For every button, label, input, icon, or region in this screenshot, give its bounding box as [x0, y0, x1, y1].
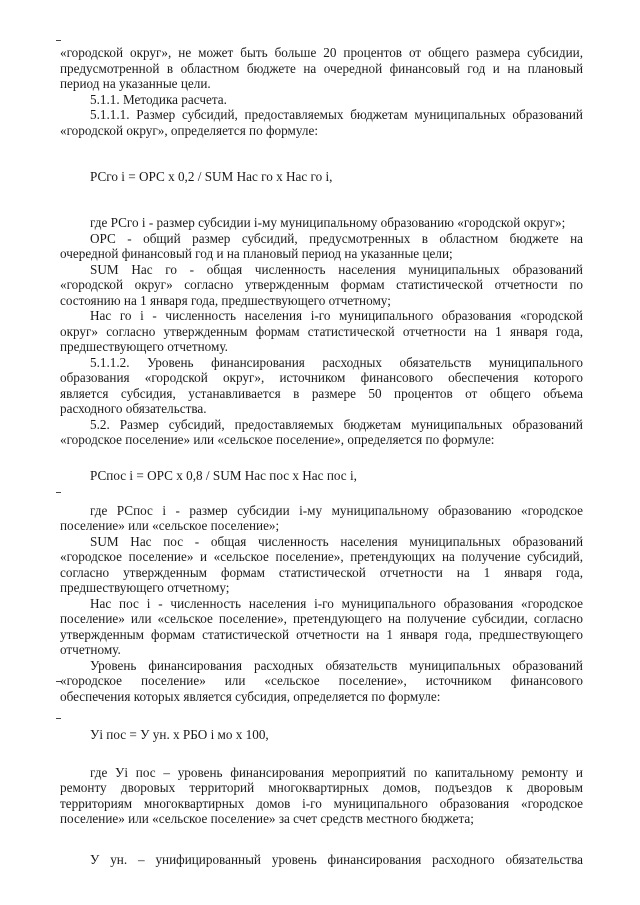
text-line: ремонту дворовых территорий многоквартирных домов, подъездов к дворовым	[60, 780, 583, 795]
text-line: где РСго i - размер субсидии i-му муниципальному образованию «городской округ»;	[90, 215, 566, 230]
text-line: «городское поселение» и «сельское поселение», претендующих на получение субсидий,	[60, 549, 583, 564]
text-line: «городской округ», определяется по формуле:	[60, 123, 318, 138]
text-line: очередной финансовый год и на плановый период на указанные цели;	[60, 246, 453, 261]
text-line: период на указанные цели.	[60, 76, 211, 91]
formula: РСго i = ОРС х 0,2 / SUM Нас го х Нас го i,	[90, 169, 333, 184]
text-line: SUM Нас пос - общая численность населения муниципальных образований	[90, 534, 583, 549]
scan-mark	[56, 40, 61, 41]
text-line: У ун. – унифицированный уровень финансирования расходного обязательства	[90, 852, 583, 867]
text-line: предшествующего отчетному.	[60, 339, 228, 354]
formula: РСпос i = ОРС х 0,8 / SUM Нас пос х Нас пос i,	[90, 468, 357, 483]
scan-mark	[56, 718, 61, 719]
formula: Уi пос = У ун. х РБО i мо х 100,	[90, 727, 269, 742]
text-line: Нас го i - численность населения i-го муниципального образования «городской	[90, 308, 583, 323]
text-line: обеспечения которых является субсидия, определяется по формуле:	[60, 689, 441, 704]
text-line: образования «городской округ», источником финансового обеспечения которого	[60, 370, 583, 385]
text-line: поселение» или «сельское поселение», претендующего на получение субсидии, согласно	[60, 611, 583, 626]
text-line: ОРС - общий размер субсидий, предусмотренных в областном бюджете на	[90, 231, 583, 246]
text-line: состоянию на 1 января года, предшествующего отчетному;	[60, 293, 391, 308]
text-line: «городской округ», не может быть больше 20 процентов от общего размера субсидии,	[60, 45, 583, 60]
text-line: согласно утвержденным формам статистической отчетности на 1 января года,	[60, 565, 583, 580]
text-line: 5.1.1.2. Уровень финансирования расходных обязательств муниципального	[90, 355, 583, 370]
text-line: 5.1.1.1. Размер субсидий, предоставляемых бюджетам муниципальных образований	[90, 107, 583, 122]
text-line: SUM Нас го - общая численность населения муниципальных образований	[90, 262, 583, 277]
text-line: округ» согласно утвержденным формам статистической отчетности на 1 января года,	[60, 324, 583, 339]
text-line: где РСпос i - размер субсидии i-му муниципальному образованию «городское	[90, 503, 583, 518]
text-line: 5.2. Размер субсидий, предоставляемых бюджетам муниципальных образований	[90, 417, 583, 432]
text-line: «городской округ» согласно утвержденным формам статистической отчетности по	[60, 277, 583, 292]
text-line: расходного обязательства.	[60, 401, 207, 416]
section-heading: 5.1.1. Методика расчета.	[90, 92, 227, 107]
text-line: Уровень финансирования расходных обязательств муниципальных образований	[90, 658, 583, 673]
text-line: является субсидия, устанавливается в размере 50 процентов от общего объема	[60, 386, 583, 401]
text-line: предшествующего отчетному;	[60, 580, 230, 595]
scan-mark	[56, 492, 61, 493]
text-line: где Уi пос – уровень финансирования мероприятий по капитальному ремонту и	[90, 765, 583, 780]
text-line: предусмотренной в областном бюджете на очередной финансовый год и на плановый	[60, 61, 583, 76]
text-line: утвержденным формам статистической отчетности на 1 января года, предшествующего	[60, 627, 583, 642]
text-line: отчетному.	[60, 642, 121, 657]
text-line: «городское поселение» или «сельское поселение», источником финансового	[60, 673, 583, 688]
text-line: «городское поселение» или «сельское поселение», определяется по формуле:	[60, 432, 495, 447]
text-line: поселение» или «сельское поселение» за счет средств местного бюджета;	[60, 811, 474, 826]
text-line: территориям многоквартирных домов i-го муниципального образования «городское	[60, 796, 583, 811]
text-line: поселение» или «сельское поселение»;	[60, 518, 280, 533]
text-line: Нас пос i - численность населения i-го муниципального образования «городское	[90, 596, 583, 611]
